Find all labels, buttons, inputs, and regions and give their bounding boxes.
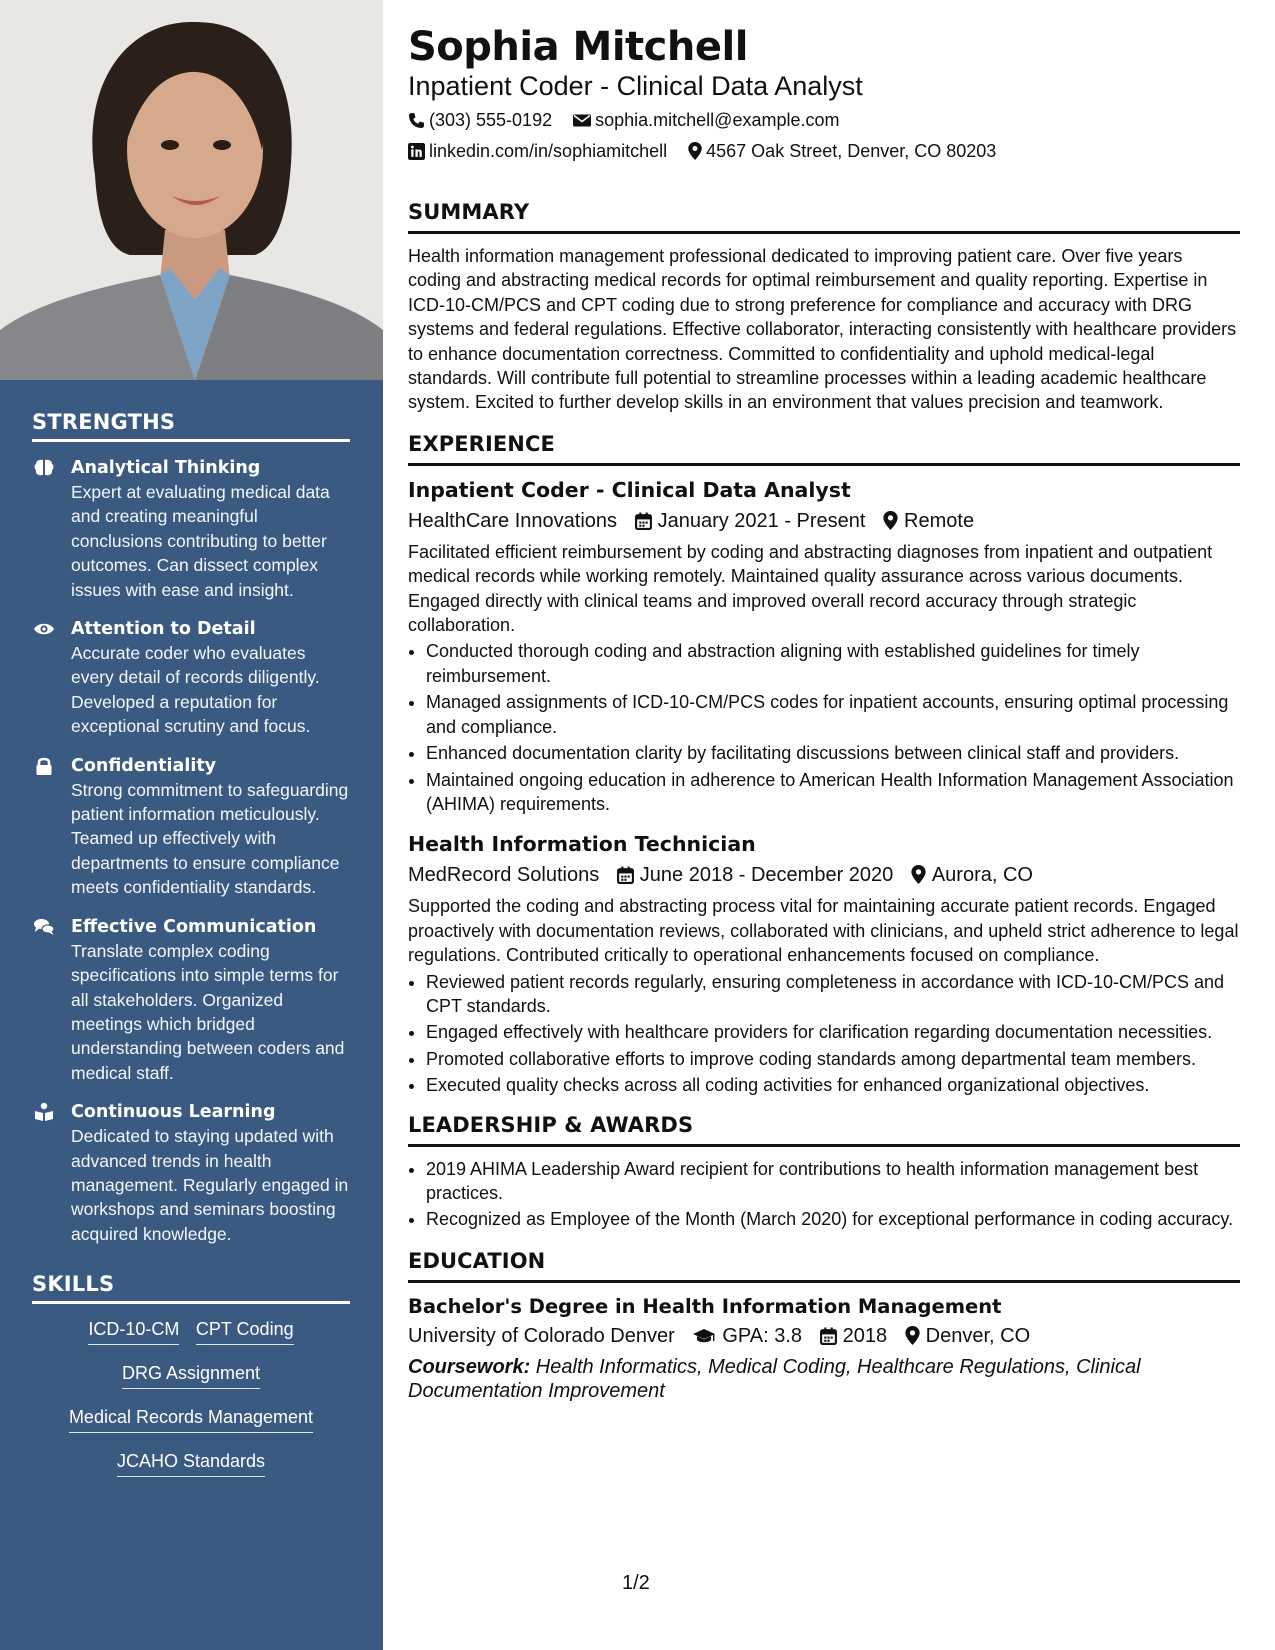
candidate-name: Sophia Mitchell <box>408 24 748 70</box>
leadership-heading: LEADERSHIP & AWARDS <box>408 1112 1240 1147</box>
strength-item <box>32 915 350 1085</box>
job-dates <box>635 506 866 536</box>
job-bullets <box>408 970 1240 1098</box>
map-marker-icon <box>905 1326 920 1345</box>
job-bullet: • Enhanced documentation clarity by facilitating discussions between clinical staff and providers. <box>426 741 1240 765</box>
leadership-item: • 2019 AHIMA Leadership Award recipient for contributions to health information management best practices. <box>426 1157 1240 1206</box>
strength-title: Confidentiality <box>71 755 217 776</box>
strength-title: Continuous Learning <box>71 1102 276 1123</box>
job-bullet: • Maintained ongoing education in adherence to American Health Information Management Association (AHIMA) requirements. <box>426 768 1240 817</box>
coursework <box>408 1355 1240 1403</box>
job-bullet: • Managed assignments of ICD-10-CM/PCS codes for inpatient accounts, ensuring optimal processing and compliance. <box>426 690 1240 739</box>
summary-heading: SUMMARY <box>408 199 1240 234</box>
job-location <box>883 506 974 536</box>
main-content <box>408 22 1240 1403</box>
strength-description: Accurate coder who evaluates every detail of records diligently. Developed a reputation for exceptional scrutiny and focus. <box>71 643 320 737</box>
strength-title: Attention to Detail <box>71 619 256 640</box>
coursework-text: Health Informatics, Medical Coding, Healthcare Regulations, Clinical Documentation Improvement <box>408 1355 1141 1402</box>
brain-icon <box>33 458 55 478</box>
linkedin-text: linkedin.com/in/sophiamitchell <box>429 141 668 161</box>
education-location <box>905 1321 1030 1351</box>
job-description: Facilitated efficient reimbursement by coding and abstracting diagnoses from inpatient and outpatient medical records while working remotely. Maintained quality assurance across various documents. Engaged directly with clinical teams and improved overall record accuracy through strategic collaboration. <box>408 541 1213 636</box>
linkedin-icon <box>408 143 425 160</box>
summary-text: Health information management professional dedicated to improving patient care. Over five years coding and abstracting medical records for optimal reimbursement and quality reporting. Expertise in ICD-10-CM/PCS and CPT coding due to strong preference for compliance and accuracy with DRG systems and federal regulations. Effective collaborator, interacting consistently with healthcare providers to enhance documentation correctness. Committed to confidentiality and uphold medical-legal standards. Will contribute full potential to streamline processes within a leading academic healthcare system. Excited to further develop skills in an environment that values precision and teamwork. <box>408 246 1237 413</box>
job-location-text: Aurora, CO <box>931 864 1033 887</box>
address-contact <box>688 139 996 163</box>
job-company: HealthCare Innovations <box>408 509 618 532</box>
map-marker-icon <box>688 142 702 160</box>
skill-tag: ICD-10-CM <box>88 1318 179 1345</box>
degree-title: Bachelor's Degree in Health Information Management <box>408 1294 1002 1318</box>
job-description: Supported the coding and abstracting process vital for maintaining accurate patient records. Engaged proactively with documentation reviews, collaborated with clinicians, and upheld strict adherence to legal regulations. Contributed critically to operational enhancements focused on compliance. <box>408 896 1239 966</box>
job-entry <box>408 476 1240 816</box>
email-text: sophia.mitchell@example.com <box>595 110 840 130</box>
strength-item <box>32 617 350 739</box>
reader-icon <box>33 1102 55 1122</box>
strength-title: Effective Communication <box>71 916 317 937</box>
job-meta <box>408 506 1240 536</box>
contact-line <box>408 108 1240 132</box>
education-meta <box>408 1321 1240 1351</box>
calendar-icon <box>635 512 652 530</box>
calendar-icon <box>820 1327 837 1345</box>
phone-text: (303) 555-0192 <box>429 110 553 130</box>
job-bullet: • Conducted thorough coding and abstraction aligning with established guidelines for timely reimbursement. <box>426 639 1240 688</box>
address-text: 4567 Oak Street, Denver, CO 80203 <box>706 141 997 161</box>
strength-description: Translate complex coding specifications into simple terms for all stakeholders. Organized meetings which bridged understanding between coders and medical staff. <box>71 940 345 1083</box>
education-heading: EDUCATION <box>408 1248 1240 1283</box>
leadership-list <box>408 1157 1240 1232</box>
strengths-heading: STRENGTHS <box>32 410 350 442</box>
linkedin-contact[interactable] <box>408 139 667 163</box>
page-number: 1/2 <box>622 1572 650 1594</box>
strength-description: Dedicated to staying updated with advanced trends in health management. Regularly engaged in workshops and seminars boosting acquired knowledge. <box>71 1126 349 1244</box>
leadership-item: • Recognized as Employee of the Month (March 2020) for exceptional performance in coding accuracy. <box>426 1207 1240 1231</box>
map-marker-icon <box>911 865 926 884</box>
education-location-text: Denver, CO <box>925 1324 1031 1347</box>
skills-list <box>32 1318 350 1477</box>
graduation-year <box>820 1321 888 1351</box>
contact-line <box>408 139 1240 163</box>
job-dates-text: January 2021 - Present <box>657 509 866 532</box>
phone-contact[interactable] <box>408 108 552 132</box>
candidate-title: Inpatient Coder - Clinical Data Analyst <box>408 71 863 101</box>
skills-heading: SKILLS <box>32 1272 350 1304</box>
strength-item <box>32 456 350 602</box>
job-title: Health Information Technician <box>408 832 756 857</box>
skill-tag: Medical Records Management <box>69 1406 313 1433</box>
strength-item <box>32 754 350 900</box>
skill-tag: DRG Assignment <box>122 1362 260 1389</box>
job-title: Inpatient Coder - Clinical Data Analyst <box>408 477 851 502</box>
job-bullet: • Promoted collaborative efforts to improve coding standards among departmental team members. <box>426 1047 1240 1071</box>
strength-title: Analytical Thinking <box>71 458 261 478</box>
strength-item <box>32 1100 350 1246</box>
year-text: 2018 <box>842 1324 888 1347</box>
job-bullet: • Engaged effectively with healthcare providers for clarification regarding documentation necessities. <box>426 1020 1240 1044</box>
phone-icon <box>408 112 425 129</box>
job-meta <box>408 860 1240 890</box>
profile-photo <box>0 0 383 380</box>
job-location-text: Remote <box>904 509 975 532</box>
job-bullet: • Reviewed patient records regularly, ensuring completeness in accordance with ICD-10-CM/PCS and CPT standards. <box>426 970 1240 1019</box>
gpa-text: GPA: 3.8 <box>722 1324 803 1347</box>
strength-description: Strong commitment to safeguarding patient information meticulously. Teamed up effectively with departments to ensure compliance meets confidentiality standards. <box>71 779 349 898</box>
experience-heading: EXPERIENCE <box>408 431 1240 466</box>
coursework-label: Coursework: <box>408 1355 531 1378</box>
lock-icon <box>33 756 55 776</box>
strength-description: Expert at evaluating medical data and creating meaningful conclusions contributing to better outcomes. Can dissect complex issues with ease and insight. <box>71 482 330 600</box>
job-entry <box>408 830 1240 1097</box>
job-dates <box>617 860 894 890</box>
graduation-cap-icon <box>692 1327 716 1345</box>
job-location <box>911 860 1033 890</box>
school-name: University of Colorado Denver <box>408 1324 675 1347</box>
job-dates-text: June 2018 - December 2020 <box>639 864 894 887</box>
envelope-icon <box>573 112 591 129</box>
skill-tag: JCAHO Standards <box>117 1450 265 1477</box>
job-bullet: • Executed quality checks across all coding activities for enhanced organizational objectives. <box>426 1073 1240 1097</box>
job-bullets <box>408 639 1240 816</box>
map-marker-icon <box>883 511 898 530</box>
skill-tag: CPT Coding <box>196 1318 294 1345</box>
eye-icon <box>33 619 55 639</box>
job-company: MedRecord Solutions <box>408 864 600 887</box>
comments-icon <box>33 917 55 937</box>
calendar-icon <box>617 866 634 884</box>
gpa <box>692 1321 802 1351</box>
email-contact[interactable] <box>573 108 839 132</box>
sidebar <box>0 0 383 1650</box>
